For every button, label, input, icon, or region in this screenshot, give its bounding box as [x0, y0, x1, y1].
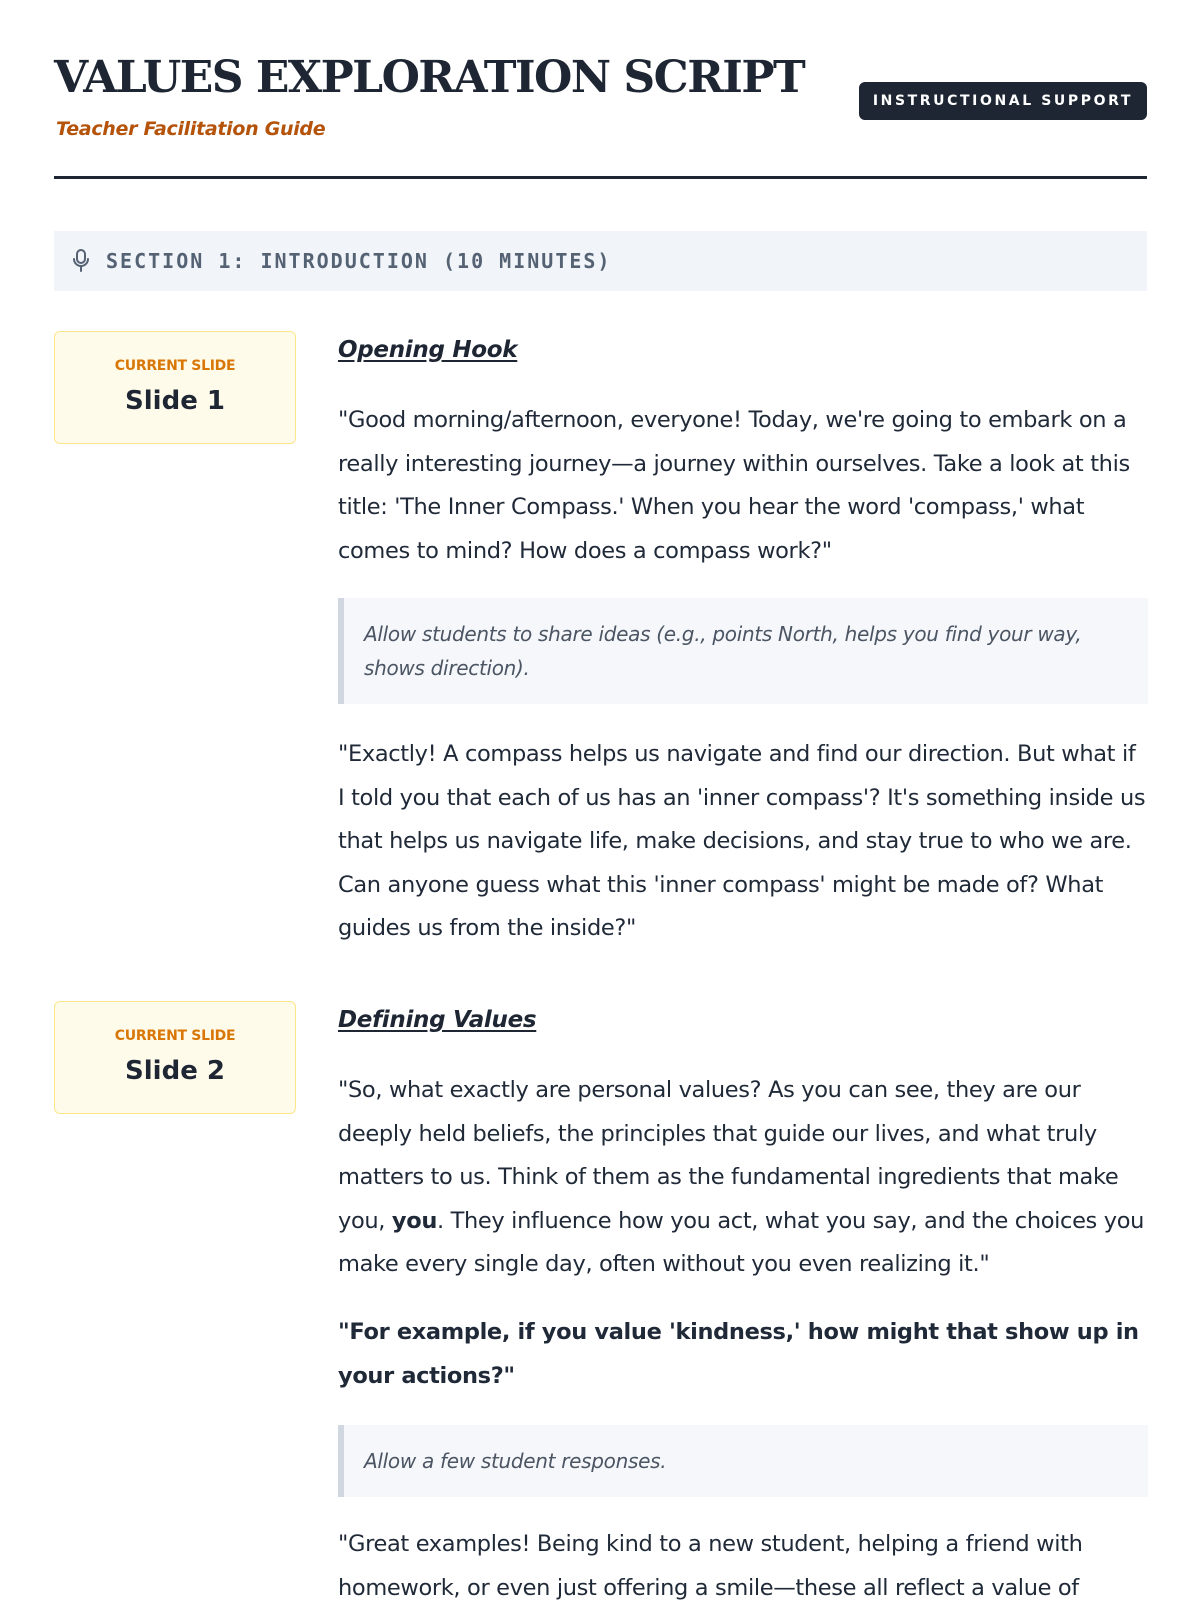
instructional-support-badge: INSTRUCTIONAL SUPPORT	[859, 82, 1147, 120]
teacher-note: Allow students to share ideas (e.g., points North, helps you find your way, shows direction).	[338, 598, 1148, 704]
discussion-question: "For example, if you value 'kindness,' how might that show up in your actions?"	[338, 1319, 1139, 1389]
script-paragraph	[338, 1069, 1148, 1287]
document-header	[54, 0, 1147, 179]
current-slide-number: Slide 2	[125, 1056, 225, 1086]
teacher-note: Allow a few student responses.	[338, 1425, 1148, 1497]
script-paragraph: "Great examples! Being kind to a new student, helping a friend with homework, or even just offering a smile—these all reflect a value of	[338, 1531, 1083, 1600]
slide-heading: Defining Values	[338, 1007, 537, 1033]
current-slide-card	[54, 331, 296, 444]
document-title: VALUES EXPLORATION SCRIPT	[54, 52, 805, 103]
script-paragraph: "Exactly! A compass helps us navigate and find our direction. But what if I told you that each of us has an 'inner compass'? It's something inside us that helps us navigate life, make decisions, and stay true to who we are. Can anyone guess what this 'inner compass' might be made of? What guides us from the inside?"	[338, 741, 1146, 941]
script-text: . They influence how you act, what you say, and the choices you make every single day, often without you even realizing it."	[338, 1207, 1145, 1277]
emphasis-text: you	[391, 1207, 437, 1234]
script-text: "So, what exactly are personal values? As you can see, they are our deeply held beliefs, the principles that guide our lives, and what truly matters to us. Think of them as the fundamental ingredients that make you,	[338, 1077, 1119, 1234]
script-paragraph: "Good morning/afternoon, everyone! Today, we're going to embark on a really interesting journey—a journey within ourselves. Take a look at this title: 'The Inner Compass.' When you hear the word 'compass,' what comes to mind? How does a compass work?"	[338, 407, 1130, 564]
slide-block-1	[54, 331, 1147, 951]
document-subtitle: Teacher Facilitation Guide	[56, 118, 326, 140]
slide-heading: Opening Hook	[338, 337, 518, 363]
current-slide-number: Slide 1	[125, 386, 225, 416]
microphone-icon	[70, 248, 92, 274]
section-title: SECTION 1: INTRODUCTION (10 MINUTES)	[106, 249, 612, 273]
current-slide-card	[54, 1001, 296, 1114]
slide-block-2	[54, 1001, 1147, 1600]
current-slide-label: CURRENT SLIDE	[114, 1028, 236, 1044]
current-slide-label: CURRENT SLIDE	[114, 358, 236, 374]
document-page	[54, 0, 1147, 1600]
section-header	[54, 231, 1147, 291]
